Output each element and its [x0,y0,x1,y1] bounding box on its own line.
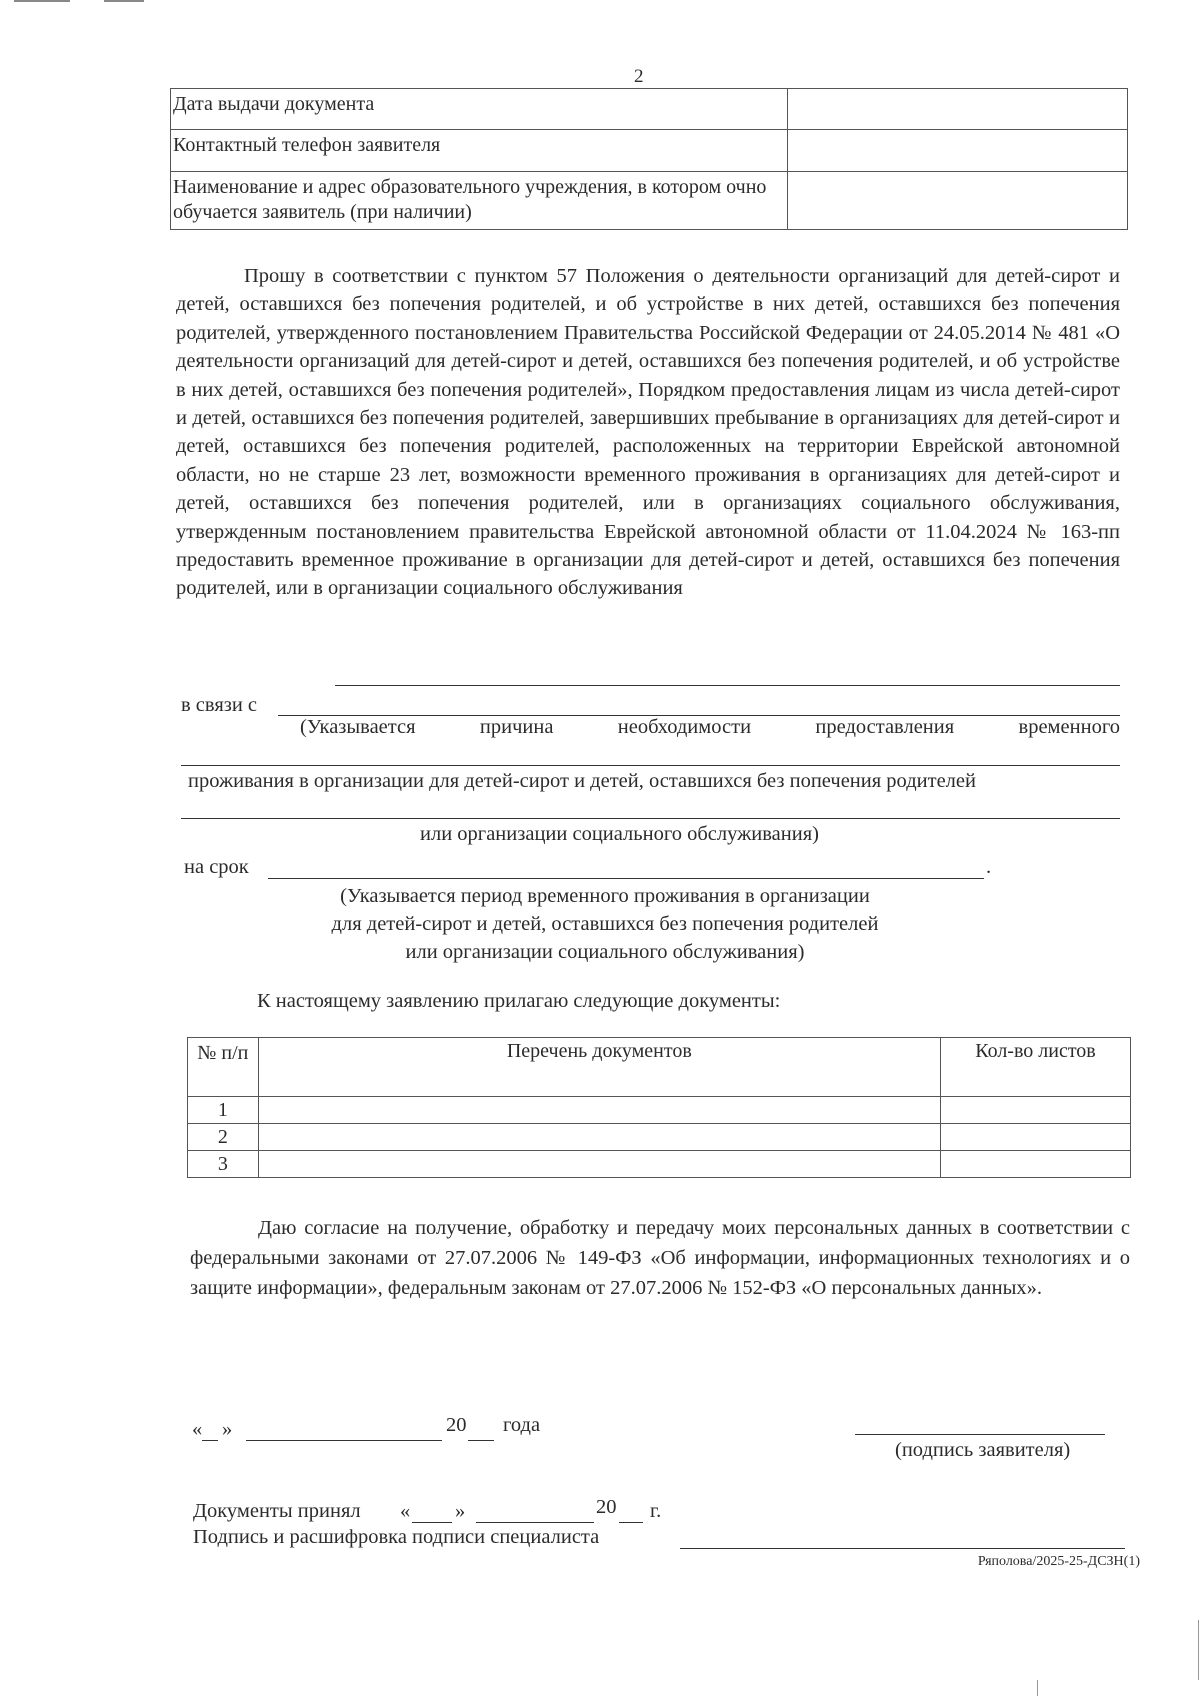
document-code: Ряполова/2025-25-ДСЗН(1) [977,1554,1140,1569]
row-number: 1 [188,1097,259,1124]
term-hint [270,882,940,966]
term-hint-line2: для детей-сирот и детей, оставшихся без попечения родителей [331,913,879,935]
row-label-issue-date: Дата выдачи документа [171,89,788,130]
row-pages[interactable] [941,1097,1131,1124]
scan-mark-right [104,0,144,2]
row-label-school: Наименование и адрес образовательного учреждения, в котором очно обучается заявитель (при наличии) [171,172,788,230]
reason-hint-word: необходимости [617,716,752,738]
date-day-line[interactable] [202,1440,218,1441]
applicant-info-table [170,88,1128,230]
accepted-year-line[interactable] [619,1522,643,1523]
accepted-day-line[interactable] [412,1522,452,1523]
reason-fill-line-3[interactable] [181,818,1120,819]
term-fill-line[interactable] [268,878,984,879]
accepted-quote-open: « [400,1500,411,1522]
row-value-issue-date[interactable] [788,89,1128,130]
specialist-label: Подпись и расшифровка подписи специалиста [193,1526,600,1548]
row-document[interactable] [258,1097,940,1124]
page-number: 2 [634,66,644,87]
consent-paragraph: Даю согласие на получение, обработку и передачу моих персональных данных в соответствии с федеральными законами от 27.07.2006 № 149-ФЗ «Об информации, информационных технологиях и о защите информации», федеральным законам от 27.07.2006 № 152-ФЗ «О персональных данных». [190,1217,1130,1299]
row-label-phone: Контактный телефон заявителя [171,130,788,172]
reason-hint-line1 [300,716,1120,739]
header-number: № п/п [188,1038,259,1097]
date-month-line[interactable] [246,1440,442,1441]
attachments-intro: К настоящему заявлению прилагаю следующие документы: [257,990,781,1012]
in-connection-label: в связи с [181,694,258,716]
row-document[interactable] [258,1151,940,1178]
accepted-quote-close: » [455,1500,466,1522]
reason-hint-word: причина [479,716,554,738]
term-label: на срок [184,856,249,878]
scan-edge-mark [1037,1680,1038,1696]
row-pages[interactable] [941,1151,1131,1178]
table-row [188,1124,1131,1151]
service-fill-line[interactable] [335,685,1120,686]
applicant-signature-line[interactable] [855,1434,1105,1435]
reason-hint-word: временного [1018,716,1120,738]
row-value-phone[interactable] [788,130,1128,172]
accepted-year-suffix: г. [650,1500,662,1522]
row-value-school[interactable] [788,172,1128,230]
attachments-table [187,1037,1131,1178]
table-row [188,1151,1131,1178]
date-year-suffix: года [503,1414,541,1436]
date-quote-open: « [192,1418,203,1440]
row-number: 3 [188,1151,259,1178]
specialist-signature-line[interactable] [680,1548,1125,1549]
reason-hint-word: предоставления [815,716,955,738]
term-hint-line3: или организации социального обслуживания) [405,941,805,963]
table-row [171,89,1128,130]
term-end: . [986,856,992,878]
request-paragraph: Прошу в соответствии с пунктом 57 Положения о деятельности организаций для детей-сирот и детей, оставшихся без попечения родителей, и об устройстве в них детей, оставшихся без попечения родителей, утвержденного постановлением Правительства Российской Федерации от 24.05.2014 № 481 «О деятельности организаций для детей-сирот и детей, оставшихся без попечения родителей, и об устройстве в них детей, оставшихся без попечения родителей», Порядком предоставления лицам из числа детей-сирот и детей, оставшихся без попечения родителей, завершивших пребывание в организациях для детей-сирот и детей, оставшихся без попечения родителей, расположенных на территории Еврейской автономной области, но не старше 23 лет, возможности временного проживания в организациях для детей-сирот и детей, оставшихся без попечения родителей, или в организациях социального обслуживания, утвержденным постановлением правительства Еврейской автономной области от 11.04.2024 № 163-пп предоставить временное проживание в организации для детей-сирот и детей, оставшихся без попечения родителей, или в организации социального обслуживания [176,265,1120,600]
reason-hint-line3: или организации социального обслуживания) [420,823,819,845]
term-hint-line1: (Указывается период временного проживания в организации [340,885,870,907]
table-row [188,1097,1131,1124]
reason-fill-line-2[interactable] [181,765,1120,766]
header-document-list: Перечень документов [258,1038,940,1097]
table-row [171,172,1128,230]
applicant-signature-caption: (подпись заявителя) [895,1439,1071,1461]
date-year-prefix: 20 [446,1414,467,1436]
row-pages[interactable] [941,1124,1131,1151]
date-quote-close: » [222,1418,233,1440]
accepted-label: Документы принял [193,1500,361,1522]
accepted-year-prefix: 20 [596,1496,617,1518]
scan-edge-mark [1198,1620,1199,1680]
table-header-row [188,1038,1131,1097]
row-number: 2 [188,1124,259,1151]
date-year-line[interactable] [468,1440,494,1441]
scan-mark-left [14,0,70,2]
row-document[interactable] [258,1124,940,1151]
reason-hint-word: (Указывается [300,716,416,738]
reason-hint-line2: проживания в организации для детей-сирот и детей, оставшихся без попечения родителей [188,770,976,792]
header-page-count: Кол-во листов [941,1038,1131,1097]
accepted-month-line[interactable] [476,1522,594,1523]
table-row [171,130,1128,172]
